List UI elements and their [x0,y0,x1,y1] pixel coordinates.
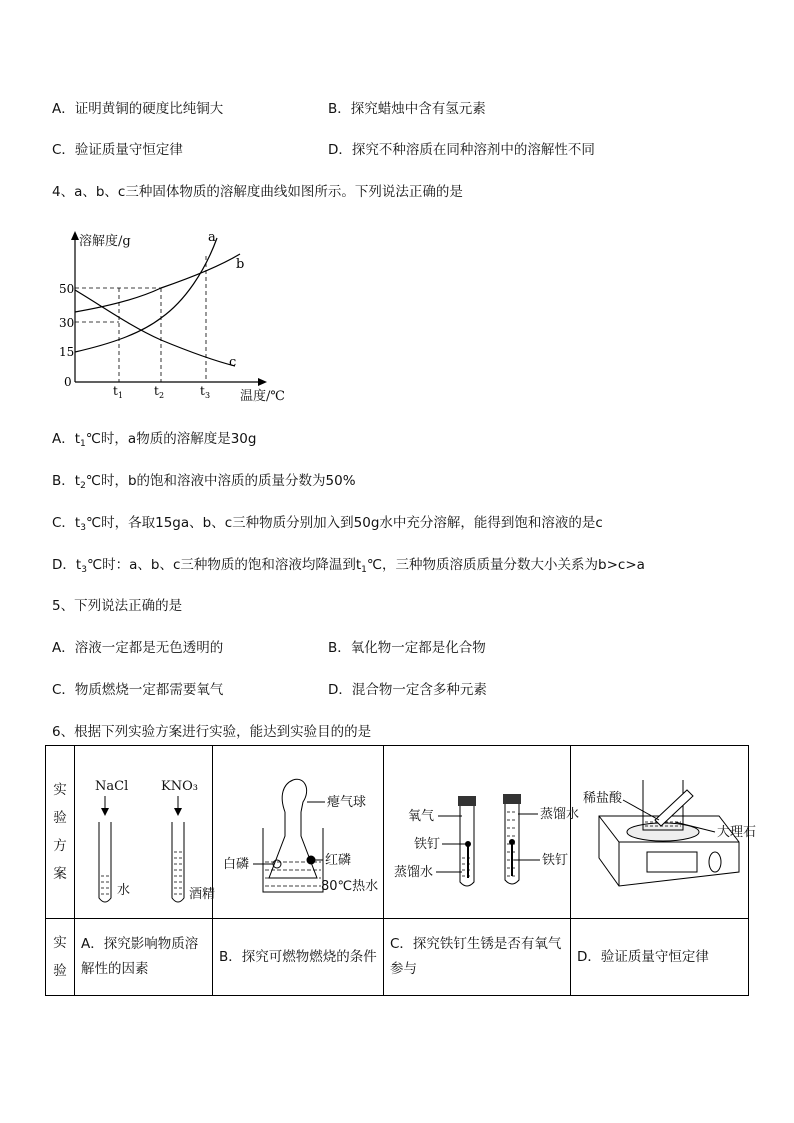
curve-a [75,238,217,352]
y-axis-arrow [71,231,79,240]
q5-option-a: A．溶液一定都是无色透明的 [52,640,224,656]
svg-text:t: t [113,384,118,398]
series-label-c: c [229,355,237,370]
row-label-purpose: 实 验 [46,919,75,996]
plan-d-cell [571,746,757,919]
balloon [282,779,306,812]
plan-a-cell [75,746,216,919]
purpose-b: B．探究可燃物燃烧的条件 [213,919,384,996]
row-label-plan: 实 验 方 案 [46,746,75,919]
stopper-1 [458,796,476,806]
q3-option-c: C．验证质量守恒定律 [52,142,183,158]
hot-water-label: 80℃热水 [321,879,379,894]
q4-option-c: C．$t_3℃$时，各取15ga、b、c三种物质分别加入到50g水中充分溶解，能得到饱和溶液的是c [52,515,603,533]
plan-c-diagram [384,746,580,918]
plan-d-diagram [571,746,757,918]
alcohol-label: 酒精 [189,887,216,902]
purpose-d: D．验证质量守恒定律 [571,919,749,996]
q5-stem: 5、下列说法正确的是 [52,598,183,614]
curve-c [75,290,235,366]
marble-label: 大理石 [717,825,757,840]
svg-text:t: t [154,384,159,398]
svg-text:t: t [200,384,205,398]
kno3-label: KNO₃ [161,779,198,794]
series-label-b: b [236,257,245,272]
plan-a-diagram [75,746,216,918]
q4-option-b: B．$t_2℃$时，b的饱和溶液中溶质的质量分数为50% [52,473,356,491]
nail-label-2: 铁钉 [542,853,569,868]
y-tick-15: 15 [59,345,75,359]
solubility-chart [50,226,300,406]
balloon-label: 瘪气球 [327,795,367,810]
water-label: 水 [117,883,131,898]
q4-option-a: A．$t_1℃$时，a物质的溶解度是30g [52,431,257,449]
plan-b-diagram [213,746,383,918]
acid-label: 稀盐酸 [583,791,623,806]
q3-option-b: B．探究蜡烛中含有氢元素 [328,101,486,117]
guide-lines [75,256,206,382]
oxygen-label: 氧气 [408,809,435,824]
curve-b [75,254,240,312]
stopper-2 [503,794,521,804]
q3-option-a: A．证明黄铜的硬度比纯铜大 [52,101,224,117]
distilled-water-label-1: 蒸馏水 [394,865,434,880]
x-axis-label: 温度/℃ [240,389,285,404]
balance-display [647,852,697,872]
q4-option-d: D．$t_3℃$时：a、b、c三种物质的饱和溶液均降温到$t_1℃$，三种物质溶质质量分数大小关系为b>c>a [52,557,645,575]
purpose-a: A．探究影响物质溶解性的因素 [75,919,213,996]
q4-stem: 4、a、b、c三种固体物质的溶解度曲线如图所示。下列说法正确的是 [52,184,463,200]
x-tick-t3 [200,384,210,400]
svg-text:1: 1 [118,391,124,400]
y-tick-30: 30 [59,316,75,330]
q5-option-c: C．物质燃烧一定都需要氧气 [52,682,224,698]
tube-a2 [172,822,184,902]
tube-a1 [99,822,111,902]
q6-stem: 6、根据下列实验方案进行实验，能达到实验目的的是 [52,724,372,740]
distilled-water-label-2: 蒸馏水 [540,807,580,822]
y-tick-0: 0 [64,375,72,389]
y-tick-50: 50 [59,282,75,296]
q5-option-b: B．氧化物一定都是化合物 [328,640,486,656]
experiment-table [45,745,757,996]
q3-option-d: D．探究不种溶质在同种溶剂中的溶解性不同 [328,142,595,158]
purpose-c: C．探究铁钉生锈是否有氧气参与 [384,919,571,996]
nacl-label: NaCl [95,779,129,794]
red-phosphorus-label: 红磷 [325,853,352,868]
plan-b-cell [213,746,384,919]
x-axis-arrow [258,378,267,386]
svg-text:3: 3 [205,391,211,400]
x-tick-t1 [113,384,123,400]
q5-option-d: D．混合物一定含多种元素 [328,682,487,698]
white-phosphorus-label: 白磷 [223,857,250,872]
y-axis-label: 溶解度/g [79,234,131,249]
series-label-a: a [208,230,216,245]
x-tick-t2 [154,384,164,400]
plan-c-cell [384,746,580,919]
svg-text:2: 2 [159,391,165,400]
nail-label-1: 铁钉 [414,837,441,852]
